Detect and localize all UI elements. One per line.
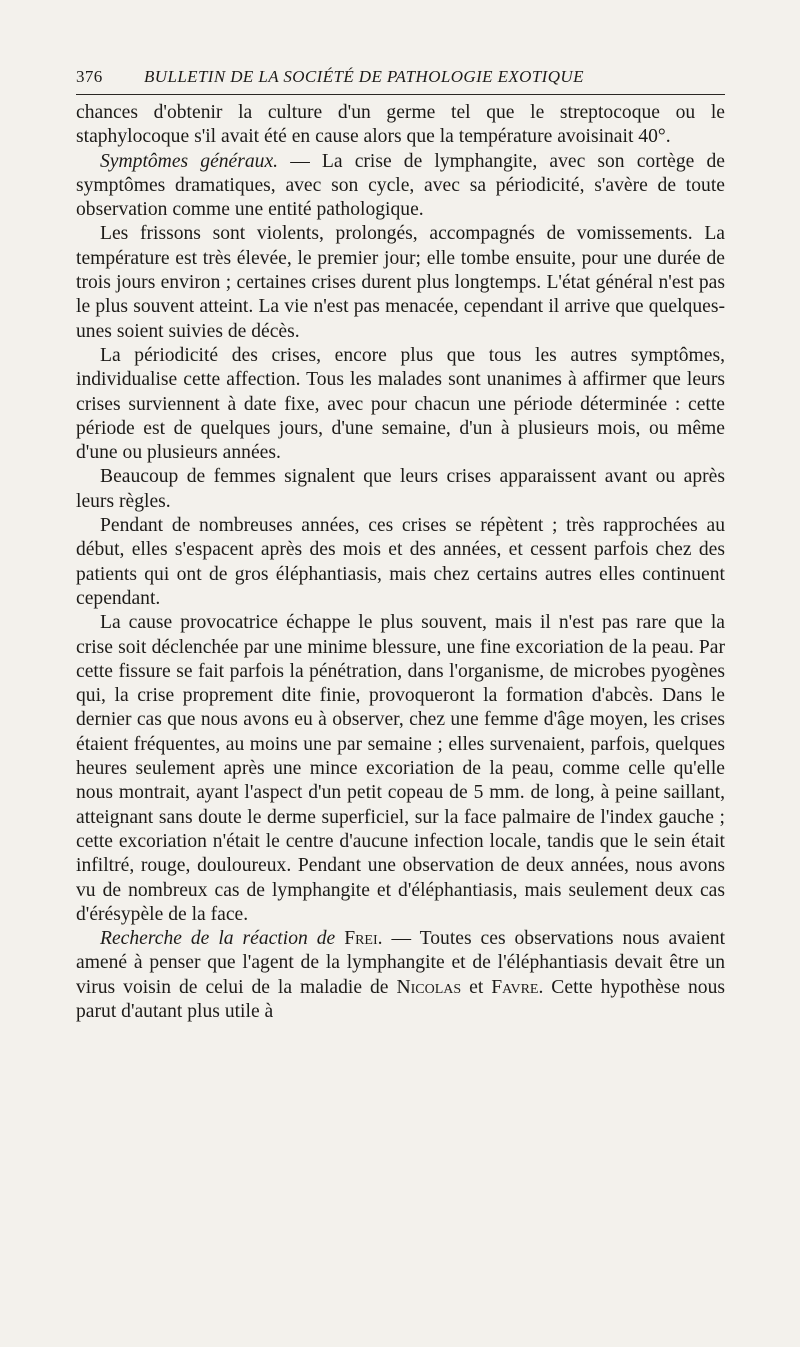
article-body [76, 101, 725, 1024]
section-heading-symptomes-generaux: Symptômes généraux. [100, 150, 279, 172]
journal-page [76, 60, 725, 1024]
paragraph-cause-provocatrice: La cause provocatrice échappe le plus souvent, mais il n'est pas rare que la crise soit déclenchée par une minime blessure, une fine excoriation de la peau. Par cette fissure se fait parfois la pénétration, dans l'organisme, de microbes pyogènes qui, la crise proprement dite finie, provoqueront la formation d'abcès. Dans le dernier cas que nous avons eu à observer, chez une femme d'âge moyen, les crises étaient fréquentes, au moins une par semaine ; elles survenaient, parfois, quelques heures seulement après une mince excoriation de la peau, comme celle qu'elle nous montrait, ayant l'aspect d'un petit copeau de 5 mm. de long, à peine saillant, atteignant sans doute le derme superficiel, sur la face palmaire de l'index gauche ; cette excoriation n'était le centre d'aucune infection locale, tandis que le sein était infiltré, rouge, douloureux. Pendant une observation de deux années, nous avons vu de nombreux cas de lymphangite et d'éléphantiasis, mais seulement deux cas d'érésypèle de la face. [76, 612, 725, 925]
author-name-favre: Favre [491, 976, 539, 998]
running-header [76, 60, 725, 95]
paragraph-continuation: chances d'obtenir la culture d'un germe tel que le streptocoque ou le staphylocoque s'il avait été en cause alors que la température avoisinait 40°. [76, 102, 725, 148]
paragraph-reaction-frei [76, 927, 725, 1024]
paragraph-symptomes-generaux [76, 150, 725, 223]
paragraph-femmes: Beaucoup de femmes signalent que leurs crises apparaissent avant ou après leurs règles. [76, 466, 725, 512]
running-title: BULLETIN DE LA SOCIÉTÉ DE PATHOLOGIE EXOTIQUE [144, 67, 584, 86]
paragraph-text: — La crise de lymphangite, avec son cortège de symptômes dramatiques, avec son cycle, avec sa périodicité, s'avère de toute observation comme une entité pathologique. [76, 150, 725, 221]
author-name-frei: Frei [344, 928, 378, 950]
paragraph-nombreuses-annees: Pendant de nombreuses années, ces crises se répètent ; très rapprochées au début, elles s'espacent après des mois et des années, et cessent parfois chez des patients qui ont de gros éléphantiasis, mais chez certains autres elles continuent cependant. [76, 515, 725, 609]
page-number: 376 [76, 67, 103, 86]
author-name-nicolas: Nicolas [396, 976, 462, 998]
paragraph-frissons: Les frissons sont violents, prolongés, accompagnés de vomissements. La température est très élevée, le premier jour; elle tombe ensuite, pour une durée de trois jours environ ; certaines crises durent plus longtemps. L'état général n'est pas le plus souvent atteint. La vie n'est pas menacée, cependant il arrive que quelques-unes soient suivies de décès. [76, 223, 725, 342]
paragraph-text: . — Toutes ces observations nous avaient amené à penser que l'agent de la lymphangite et de l'éléphantiasis devait être un virus voisin de celui de la maladie de [76, 928, 726, 998]
paragraph-periodicite: La périodicité des crises, encore plus que tous les autres symptômes, individualise cette affection. Tous les malades sont unanimes à affirmer que leurs crises surviennent à date fixe, avec pour chacun une période déterminée : cette période est de quelques jours, d'une semaine, d'un à plusieurs mois, ou même d'une ou plusieurs années. [76, 344, 725, 464]
paragraph-text: et [461, 976, 492, 998]
paragraph-text: . Cette hypothèse nous parut d'autant plus utile à [76, 976, 726, 1022]
section-heading-reaction-frei: Recherche de la réaction de [100, 928, 336, 950]
